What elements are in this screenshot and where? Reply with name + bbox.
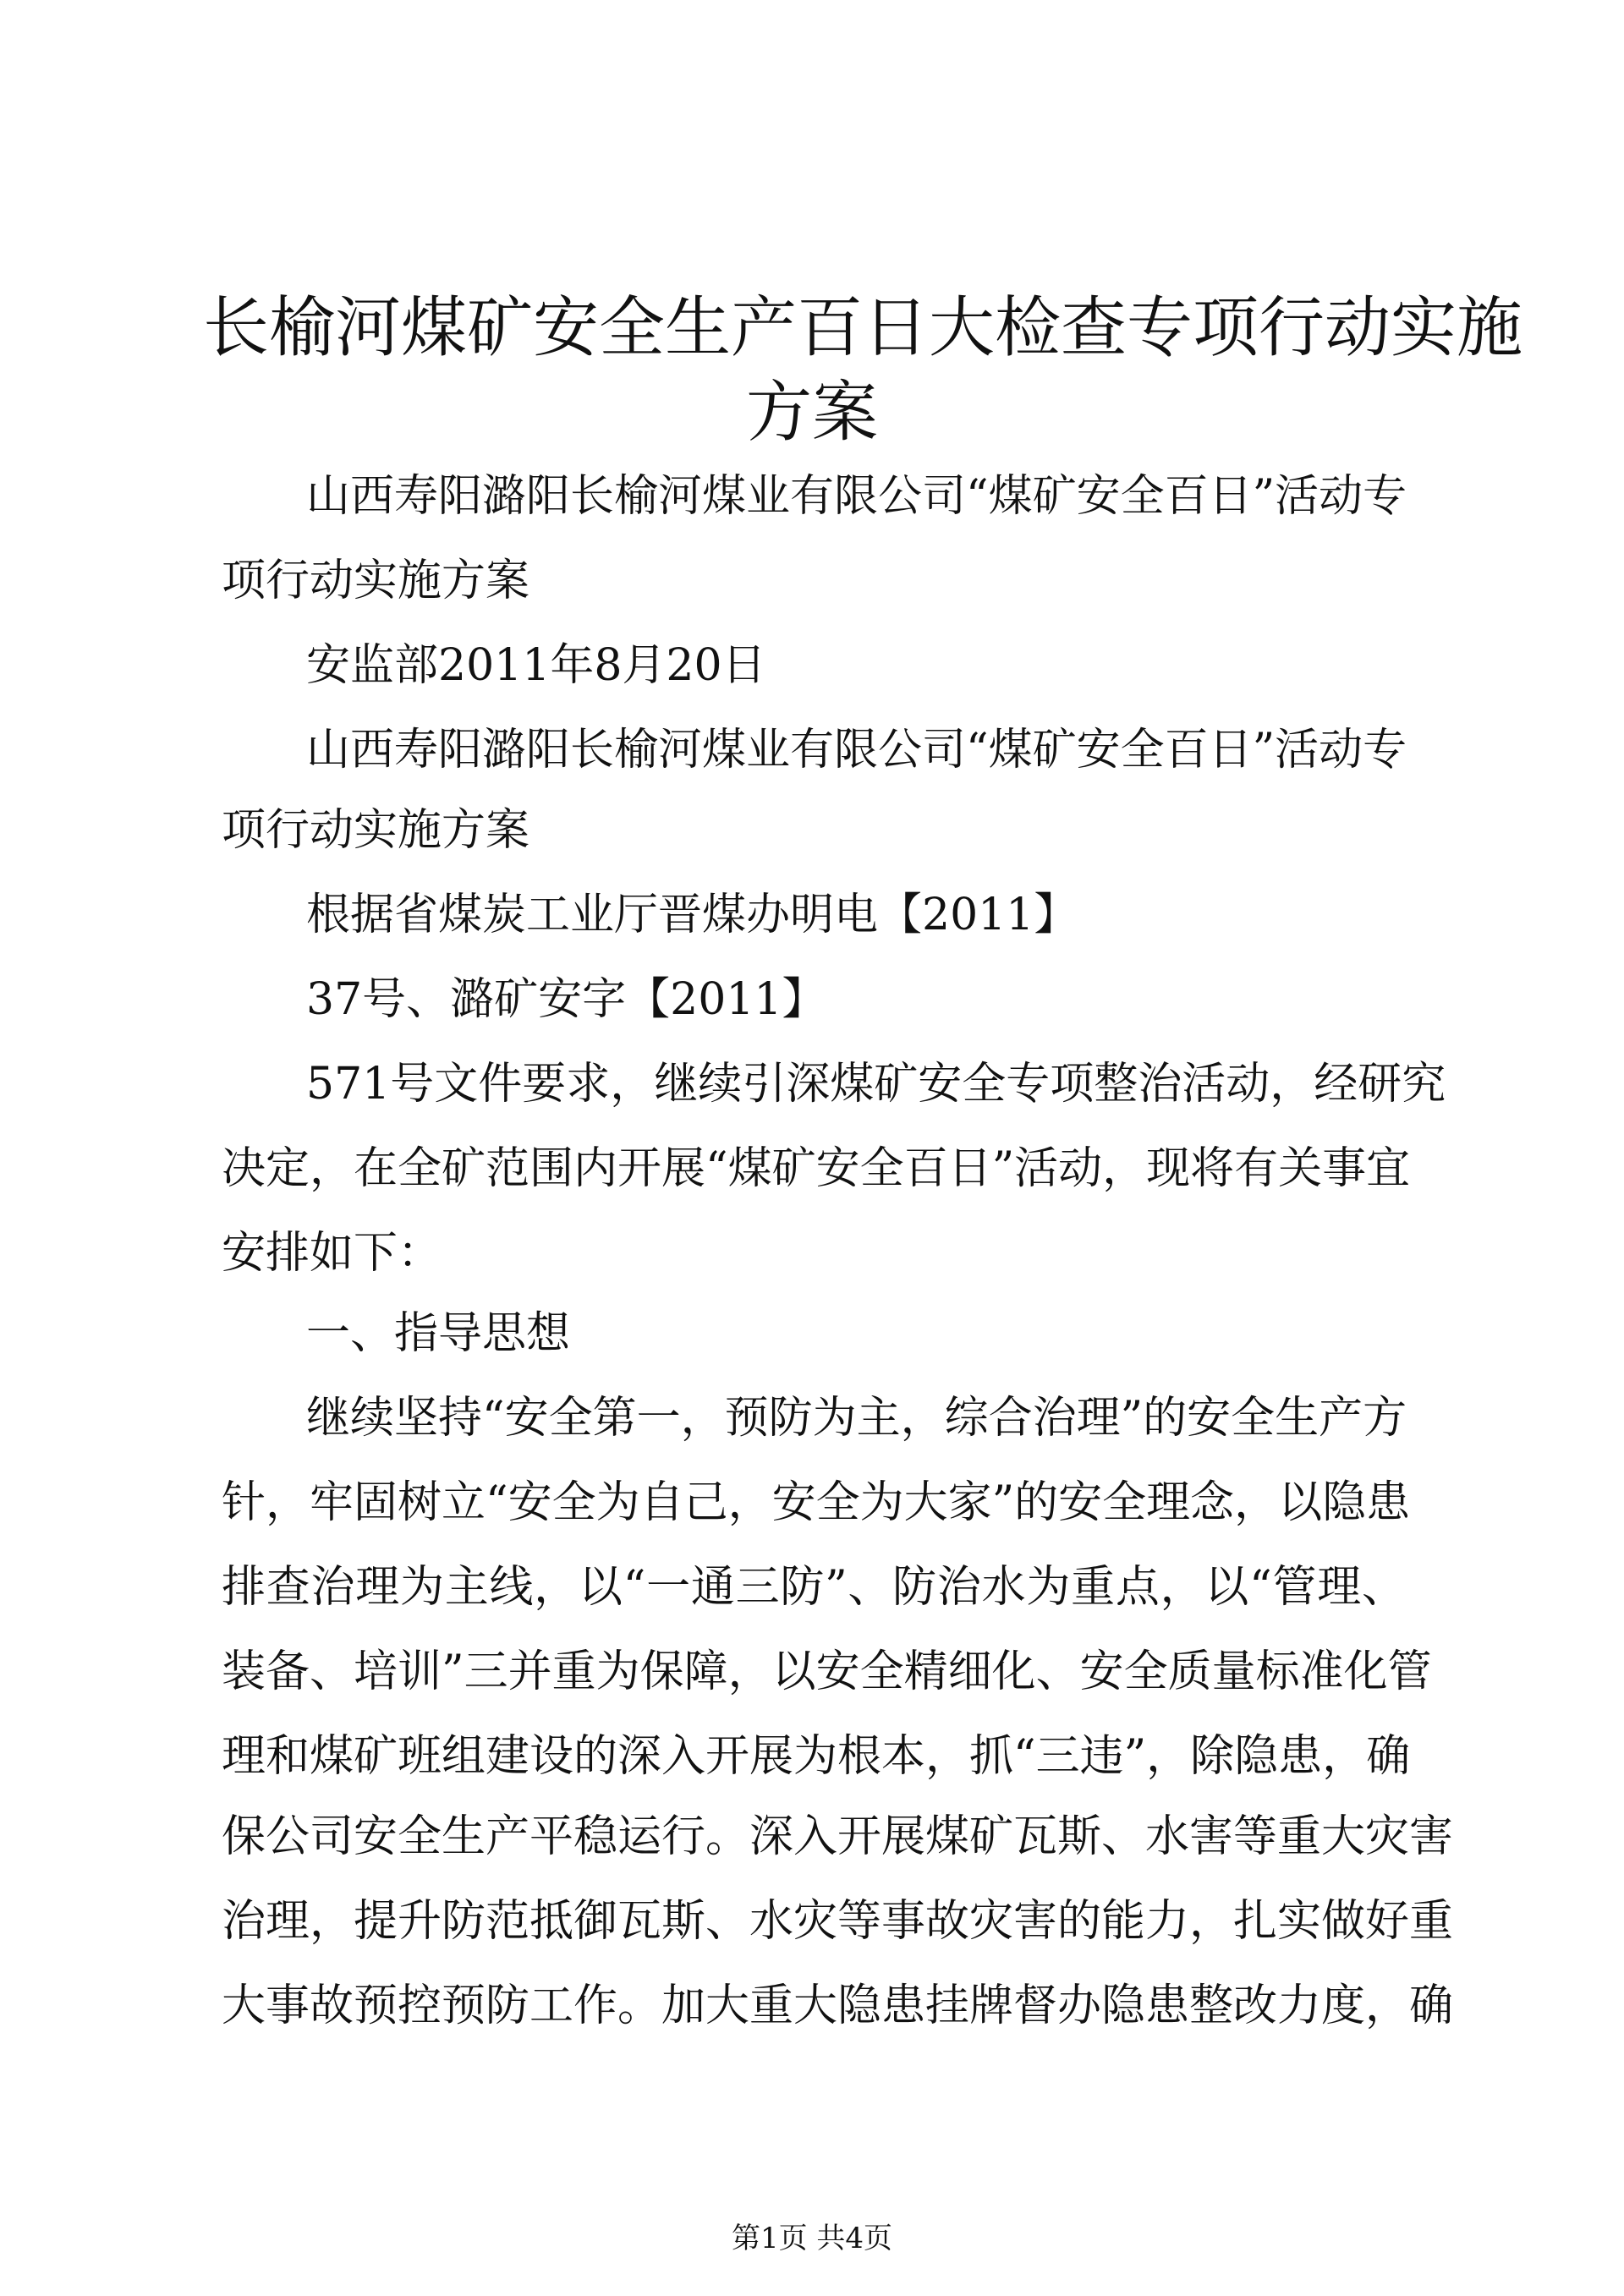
paragraph-line: 山西寿阳潞阳长榆河煤业有限公司“煤矿安全百日”活动专 (306, 725, 1407, 775)
paragraph-line: 排查治理为主线，以“一通三防”、防治水为重点，以“管理、 (222, 1562, 1406, 1613)
paragraph-line: 根据省煤炭工业厅晋煤办明电【2011】 (306, 890, 1078, 940)
paragraph-line: 针，牢固树立“安全为自己，安全为大家”的安全理念，以隐患 (222, 1477, 1411, 1528)
document-title-line-2: 方案 (745, 375, 878, 451)
paragraph-line: 571号文件要求，继续引深煤矿安全专项整治活动，经研究 (306, 1059, 1446, 1110)
paragraph-line: 保公司安全生产平稳运行。深入开展煤矿瓦斯、水害等重大灾害 (222, 1811, 1454, 1862)
section-heading: 一、指导思想 (306, 1308, 571, 1359)
paragraph-line: 项行动实施方案 (222, 556, 530, 606)
paragraph-line: 37号、潞矿安字【2011】 (306, 974, 826, 1025)
paragraph-line: 大事故预控预防工作。加大重大隐患挂牌督办隐患整改力度，确 (222, 1981, 1454, 2031)
paragraph-line: 安监部2011年8月20日 (306, 640, 766, 691)
document-title-line-1: 长榆河煤矿安全生产百日大检查专项行动实施 (203, 290, 1523, 366)
paragraph-line: 治理，提升防范抵御瓦斯、水灾等事故灾害的能力，扎实做好重 (222, 1896, 1454, 1947)
page-indicator: 第1页 共4页 (731, 2222, 893, 2255)
paragraph-line: 山西寿阳潞阳长榆河煤业有限公司“煤矿安全百日”活动专 (306, 471, 1407, 522)
paragraph-line: 决定，在全矿范围内开展“煤矿安全百日”活动，现将有关事宜 (222, 1143, 1411, 1194)
paragraph-line: 安排如下： (222, 1228, 442, 1279)
paragraph-line: 继续坚持“安全第一，预防为主，综合治理”的安全生产方 (306, 1393, 1407, 1444)
paragraph-line: 装备、培训”三并重为保障，以安全精细化、安全质量标准化管 (222, 1647, 1432, 1697)
paragraph-line: 项行动实施方案 (222, 805, 530, 856)
paragraph-line: 理和煤矿班组建设的深入开展为根本，抓“三违”，除隐患，确 (222, 1731, 1411, 1782)
